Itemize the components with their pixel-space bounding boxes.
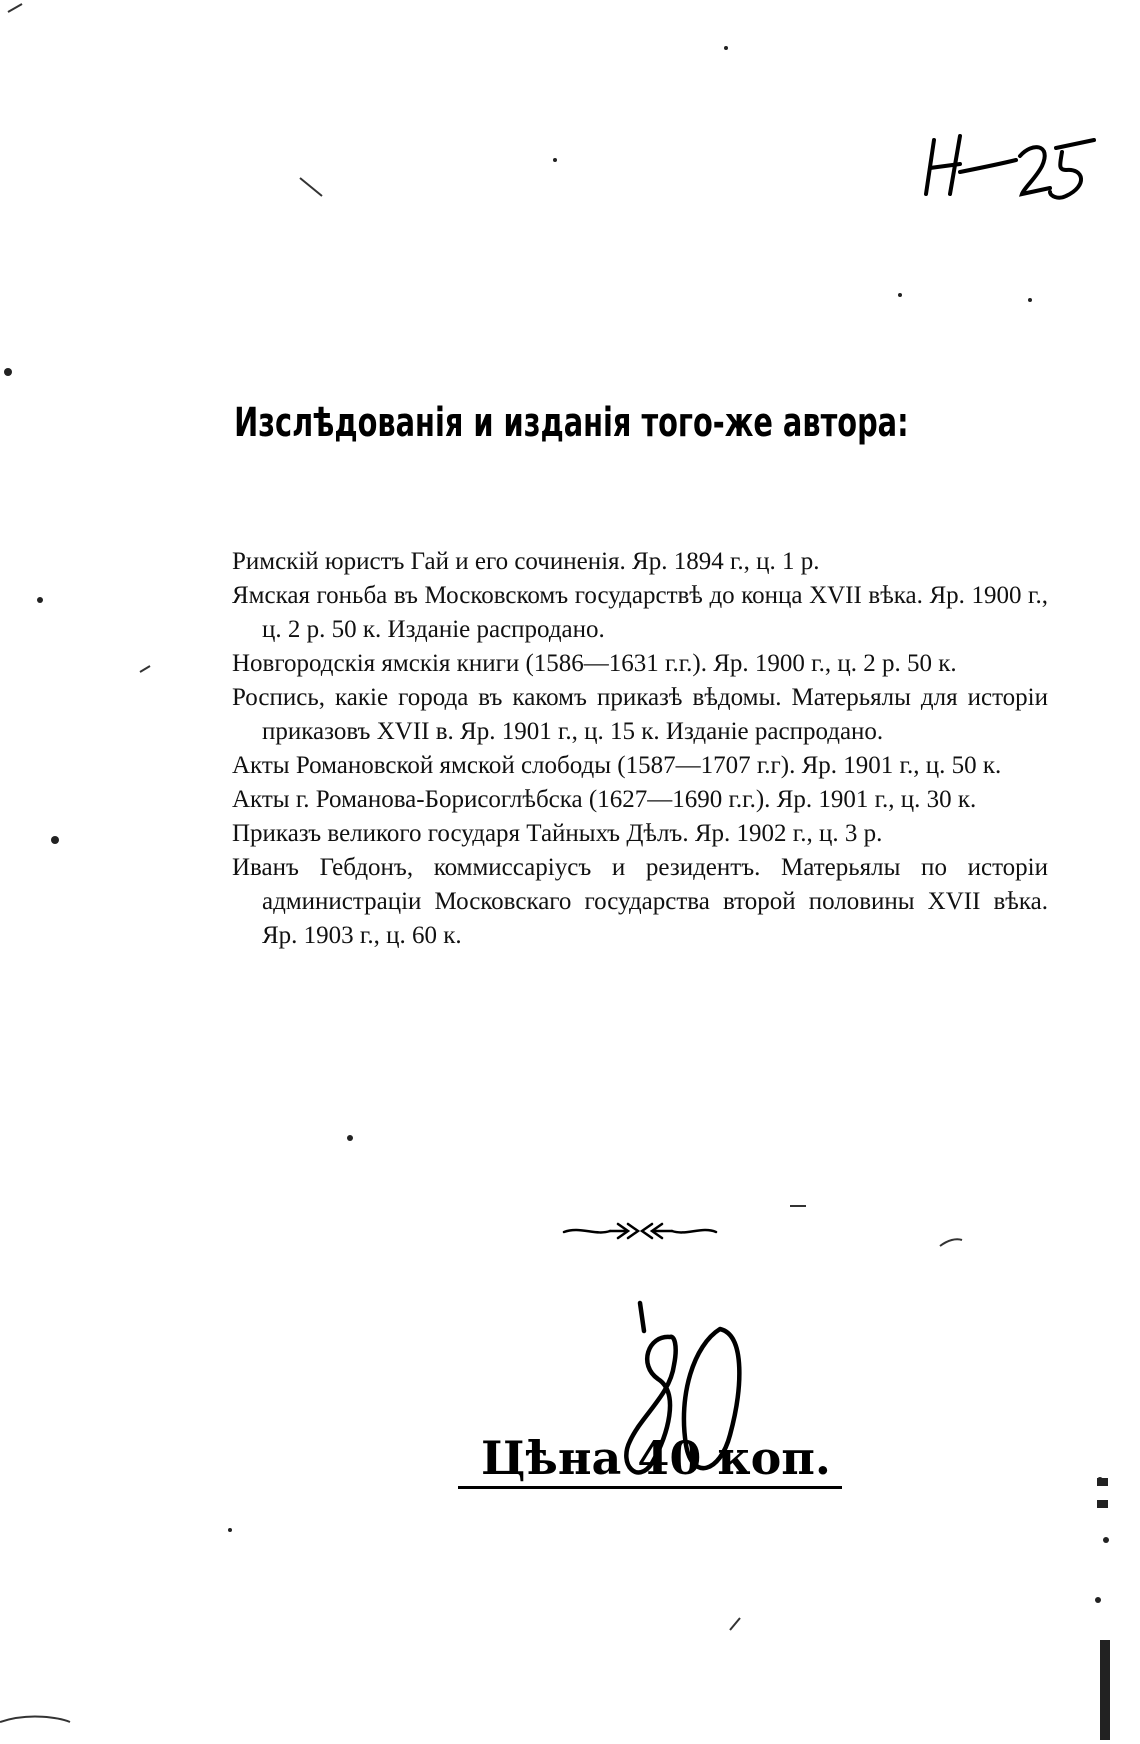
work-entry: Акты Романовской ямской слободы (1587—1707 г.г). Яр. 1901 г., ц. 50 к. <box>232 752 1002 779</box>
works-list <box>232 545 1048 953</box>
work-entry: Римскій юристъ Гай и его сочиненія. Яр. 1894 г., ц. 1 р. <box>232 548 820 575</box>
divider-ornament-icon <box>560 1218 720 1244</box>
work-entry: Роспись, какіе города въ какомъ приказѣ вѣдомы. Матерьялы для исторіи приказовъ XVII в. Яр. 1901 г., ц. 15 к. Изданіе распродано. <box>232 684 1048 745</box>
price-label: Цѣна 40 коп. <box>481 1431 831 1485</box>
price-block <box>458 1420 848 1500</box>
work-entry: Новгородскія ямскія книги (1586—1631 г.г.). Яр. 1900 г., ц. 2 р. 50 к. <box>232 650 957 677</box>
page-heading: Изслѣдованія и изданія того-же автора: <box>234 400 909 446</box>
price-underline <box>458 1486 842 1489</box>
handwritten-shelfmark-mark <box>920 130 1100 210</box>
work-entry: Иванъ Гебдонъ, коммиссаріусъ и резидентъ. Матерьялы по исторіи администраціи Московскаго государства второй половины XVII вѣка. Яр. 1903 г., ц. 60 к. <box>232 854 1048 949</box>
work-entry: Акты г. Романова-Борисоглѣбска (1627—1690 г.г.). Яр. 1901 г., ц. 30 к. <box>232 786 977 813</box>
work-entry: Приказъ великого государя Тайныхъ Дѣлъ. Яр. 1902 г., ц. 3 р. <box>232 820 883 847</box>
work-entry: Ямская гоньба въ Московскомъ государствѣ до конца XVII вѣка. Яр. 1900 г., ц. 2 р. 50 к. Изданіе распродано. <box>232 582 1048 643</box>
